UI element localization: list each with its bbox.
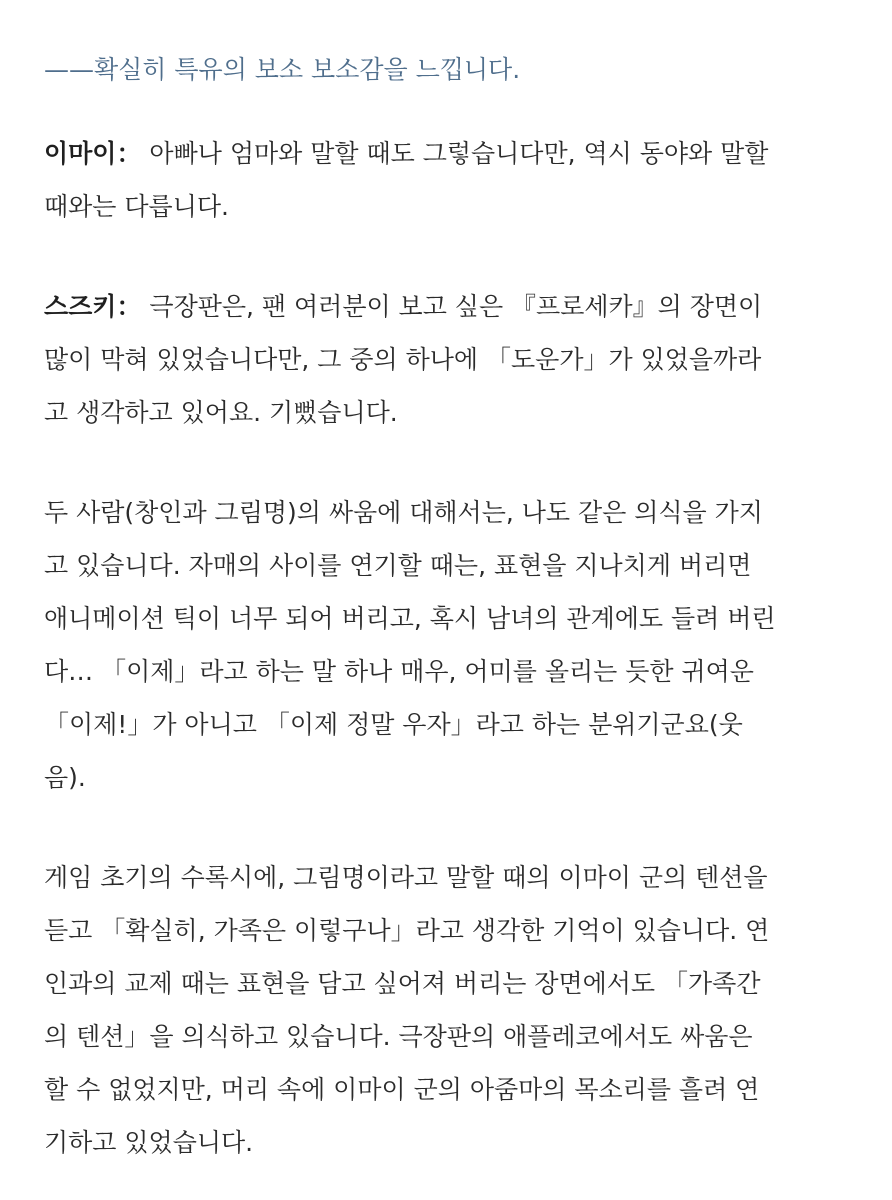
paragraph-recording-line-5: 할 수 없었지만, 머리 속에 이마이 군의 아줌마의 목소리를 흘려 연	[44, 1075, 760, 1104]
paragraph-sisters	[44, 486, 848, 804]
paragraph-recording	[44, 851, 848, 1169]
spacer	[44, 804, 848, 851]
speech-suzuki	[44, 280, 848, 439]
speech-imai-text-1: 아빠나 엄마와 말할 때도 그렇습니다만, 역시 동야와 말할	[149, 139, 769, 168]
intro-line	[44, 46, 848, 94]
spacer	[44, 233, 848, 280]
speech-suzuki-line-2: 많이 막혀 있었습니다만, 그 중의 하나에 「도운가」가 있었을까라	[44, 345, 762, 374]
paragraph-recording-line-1: 게임 초기의 수록시에, 그림명이라고 말할 때의 이마이 군의 텐션을	[44, 863, 768, 892]
speech-imai	[44, 127, 848, 233]
speech-imai-line-2: 때와는 다릅니다.	[44, 192, 229, 221]
spacer	[44, 439, 848, 486]
intro-dash: ——	[44, 55, 94, 84]
speech-suzuki-line-3: 고 생각하고 있어요. 기뻤습니다.	[44, 398, 398, 427]
paragraph-recording-line-6: 기하고 있었습니다.	[44, 1128, 254, 1157]
speaker-colon: ：	[116, 292, 142, 321]
paragraph-sisters-line-6: 음).	[44, 763, 86, 792]
intro-text: 확실히 특유의 보소 보소감을 느낍니다.	[94, 55, 521, 84]
paragraph-recording-line-4: 의 텐션」을 의식하고 있습니다. 극장판의 애플레코에서도 싸움은	[44, 1022, 753, 1051]
paragraph-recording-line-3: 인과의 교제 때는 표현을 담고 싶어져 버리는 장면에서도 「가족간	[44, 969, 761, 998]
paragraph-sisters-line-1: 두 사람(창인과 그림명)의 싸움에 대해서는, 나도 같은 의식을 가지	[44, 498, 763, 527]
speech-suzuki-line-1	[44, 280, 848, 333]
speaker-name-imai: 이마이	[44, 139, 117, 168]
paragraph-sisters-line-2: 고 있습니다. 자매의 사이를 연기할 때는, 표현을 지나치게 버리면	[44, 551, 752, 580]
paragraph-sisters-line-3: 애니메이션 틱이 너무 되어 버리고, 혹시 남녀의 관계에도 들려 버린	[44, 604, 776, 633]
speaker-colon: ：	[116, 139, 142, 168]
paragraph-recording-line-2: 듣고 「확실히, 가족은 이렇구나」라고 생각한 기억이 있습니다. 연	[44, 916, 770, 945]
speaker-name-suzuki: 스즈키	[44, 292, 117, 321]
speech-imai-line-1	[44, 127, 848, 180]
spacer	[44, 94, 848, 127]
paragraph-sisters-line-5: 「이제!」가 아니고 「이제 정말 우자」라고 하는 분위기군요(웃	[44, 710, 743, 739]
paragraph-sisters-line-4: 다… 「이제」라고 하는 말 하나 매우, 어미를 올리는 듯한 귀여운	[44, 657, 754, 686]
speech-suzuki-text-1: 극장판은, 팬 여러분이 보고 싶은 『프로세카』의 장면이	[149, 292, 763, 321]
